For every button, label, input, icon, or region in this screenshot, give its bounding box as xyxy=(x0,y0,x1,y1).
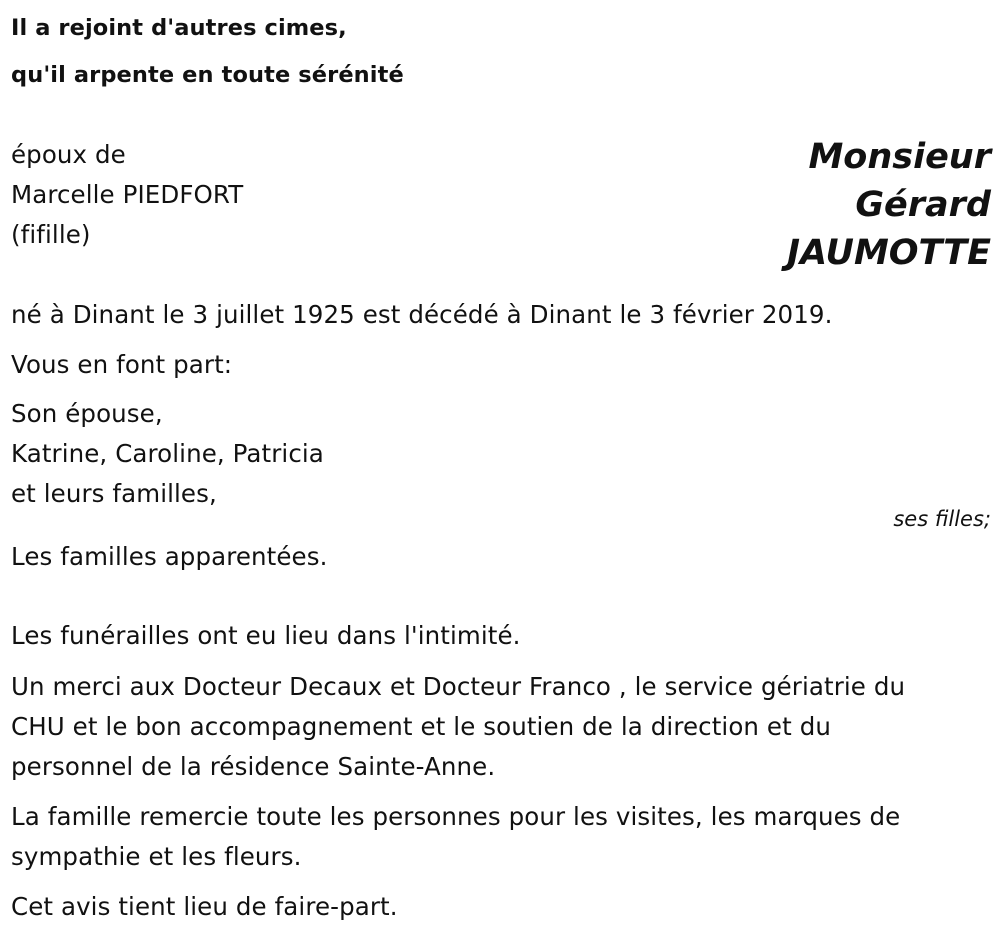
spouse-nickname: (fifille) xyxy=(11,220,91,249)
closing-line: Cet avis tient lieu de faire-part. xyxy=(11,892,398,921)
thanks-1-line-1: Un merci aux Docteur Decaux et Docteur Franco , le service gériatrie du xyxy=(11,672,906,701)
thanks-2-line-2: sympathie et les fleurs. xyxy=(11,842,302,871)
announcers-intro: Vous en font part: xyxy=(11,350,233,379)
deceased-first-name: Gérard xyxy=(855,185,991,225)
relatives-line: Les familles apparentées. xyxy=(11,542,328,571)
funeral-line: Les funérailles ont eu lieu dans l'intimité. xyxy=(11,621,521,650)
announcer-line-3: et leurs familles, xyxy=(11,479,217,508)
deceased-title: Monsieur xyxy=(808,137,991,177)
thanks-2-line-1: La famille remercie toute les personnes pour les visites, les marques de xyxy=(11,802,901,831)
spouse-name: Marcelle PIEDFORT xyxy=(11,180,244,209)
deceased-last-name: JAUMOTTE xyxy=(786,233,991,273)
epigraph-line-1: Il a rejoint d'autres cimes, xyxy=(11,15,347,41)
announcer-line-1: Son épouse, xyxy=(11,399,163,428)
thanks-1-line-2: CHU et le bon accompagnement et le soutien de la direction et du xyxy=(11,712,831,741)
announcer-line-2: Katrine, Caroline, Patricia xyxy=(11,439,324,468)
spouse-intro: époux de xyxy=(11,140,126,169)
epigraph-line-2: qu'il arpente en toute sérénité xyxy=(11,62,404,88)
thanks-1-line-3: personnel de la résidence Sainte-Anne. xyxy=(11,752,496,781)
birth-death-line: né à Dinant le 3 juillet 1925 est décédé à Dinant le 3 février 2019. xyxy=(11,300,833,329)
daughters-note: ses filles; xyxy=(893,507,991,531)
